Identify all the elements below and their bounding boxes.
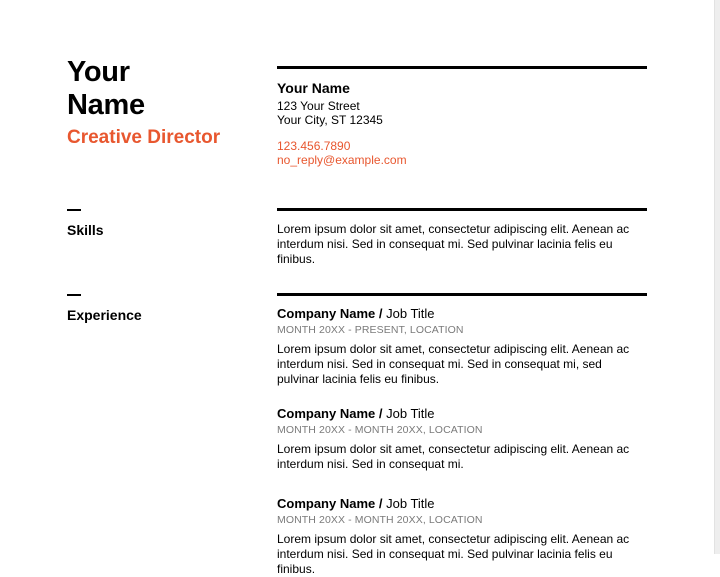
job-dates: MONTH 20XX - PRESENT, LOCATION bbox=[277, 324, 464, 336]
job-dates: MONTH 20XX - MONTH 20XX, LOCATION bbox=[277, 514, 483, 526]
job-title: Job Title bbox=[386, 306, 435, 321]
experience-entry bbox=[277, 406, 647, 472]
skills-divider bbox=[277, 208, 647, 211]
job-description: Lorem ipsum dolor sit amet, consectetur adipiscing elit. Aenean ac interdum nisi. Sed in consequat mi. Sed in consequat mi, sed pulvinar lacinia felis eu finibus. bbox=[277, 342, 630, 386]
contact-name: Your Name bbox=[277, 80, 350, 96]
experience-entry bbox=[277, 496, 647, 577]
job-dates: MONTH 20XX - MONTH 20XX, LOCATION bbox=[277, 424, 483, 436]
name-line-1: Your bbox=[67, 56, 130, 88]
experience-entry bbox=[277, 306, 647, 387]
experience-section-title: Experience bbox=[67, 307, 142, 323]
experience-section-dash bbox=[67, 294, 81, 296]
contact-divider bbox=[277, 66, 647, 69]
company-name: Company Name / bbox=[277, 306, 383, 321]
name-heading bbox=[67, 56, 145, 122]
company-name: Company Name / bbox=[277, 406, 383, 421]
contact-phone[interactable]: 123.456.7890 bbox=[277, 139, 351, 153]
skills-text: Lorem ipsum dolor sit amet, consectetur adipiscing elit. Aenean ac interdum nisi. Sed in consequat mi. Sed pulvinar lacinia felis eu finibus. bbox=[277, 222, 630, 266]
job-description: Lorem ipsum dolor sit amet, consectetur adipiscing elit. Aenean ac interdum nisi. Sed in consequat mi. Sed pulvinar lacinia felis eu finibus. bbox=[277, 532, 630, 576]
contact-email[interactable]: no_reply@example.com bbox=[277, 153, 407, 167]
skills-section-title: Skills bbox=[67, 222, 104, 238]
experience-divider bbox=[277, 293, 647, 296]
role-title: Creative Director bbox=[67, 127, 221, 148]
job-title: Job Title bbox=[386, 496, 435, 511]
contact-street: 123 Your Street bbox=[277, 99, 360, 113]
company-name: Company Name / bbox=[277, 496, 383, 511]
job-heading bbox=[277, 306, 647, 322]
page-edge bbox=[714, 0, 720, 554]
job-heading bbox=[277, 406, 647, 422]
skills-section-dash bbox=[67, 209, 81, 211]
job-heading bbox=[277, 496, 647, 512]
contact-block bbox=[277, 80, 407, 167]
job-description: Lorem ipsum dolor sit amet, consectetur adipiscing elit. Aenean ac interdum nisi. Sed in consequat mi. bbox=[277, 442, 630, 471]
job-title: Job Title bbox=[386, 406, 435, 421]
name-line-2: Name bbox=[67, 89, 145, 121]
contact-city: Your City, ST 12345 bbox=[277, 113, 383, 127]
